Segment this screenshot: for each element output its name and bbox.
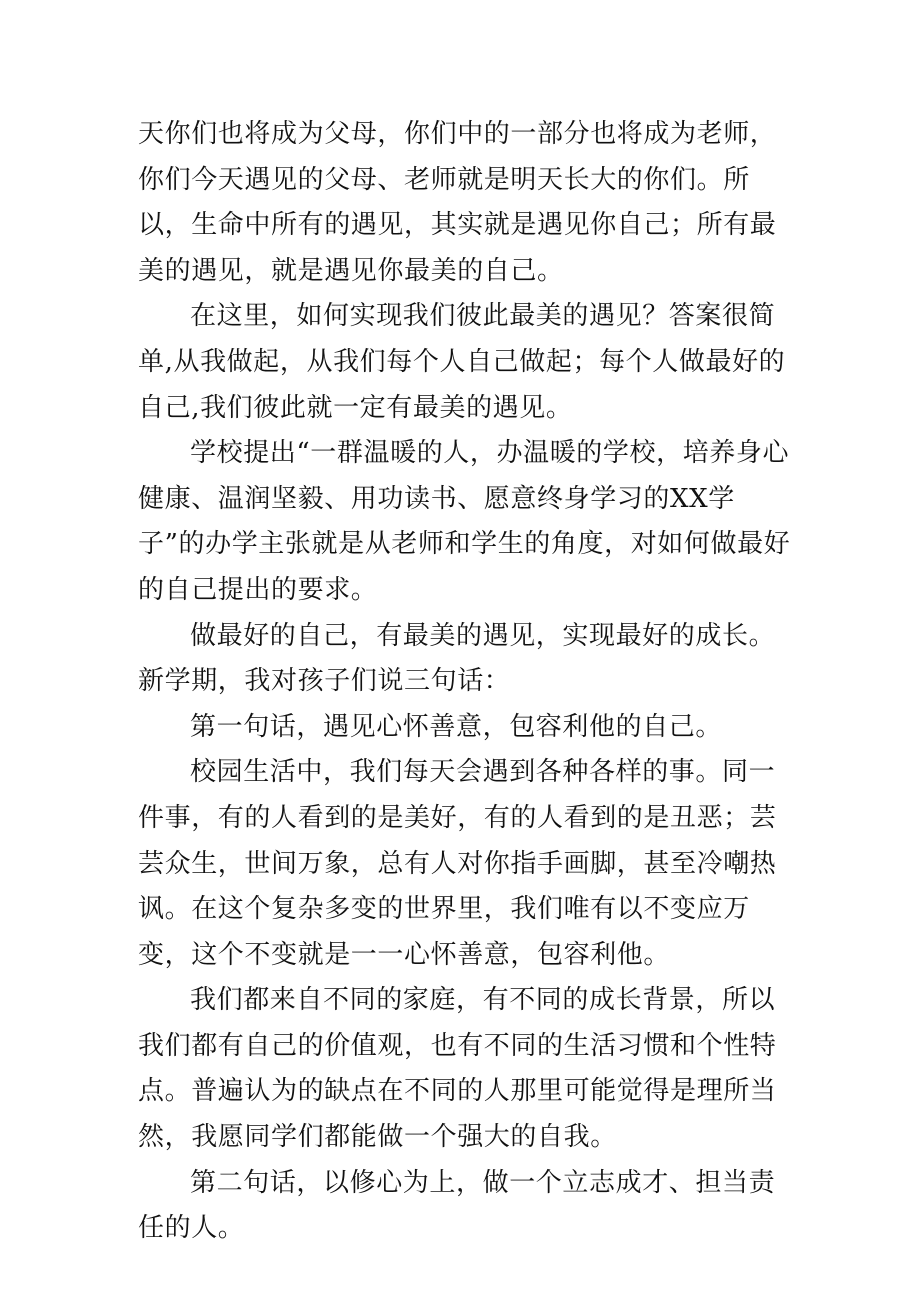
paragraph-6: 校园生活中，我们每天会遇到各种各样的事。同一件事，有的人看到的是美好，有的人看到的是丑恶；芸芸众生，世间万象，总有人对你指手画脚，甚至冷嘲热讽。在这个复杂多变的世界里，我们唯有以不变应万变，这个不变就是一一心怀善意，包容利他。 — [138, 757, 777, 970]
document-body — [138, 112, 798, 1252]
paragraph-5: 第一句话，遇见心怀善意，包容利他的自己。 — [190, 711, 723, 742]
paragraph-2: 在这里，如何实现我们彼此最美的遇见？答案很简单,从我做起，从我们每个人自己做起；每个人做最好的自己,我们彼此就一定有最美的遇见。 — [138, 301, 786, 423]
paragraph-1: 天你们也将成为父母，你们中的一部分也将成为老师，你们今天遇见的父母、老师就是明天长大的你们。所以，生命中所有的遇见，其实就是遇见你自己；所有最美的遇见，就是遇见你最美的自己。 — [138, 119, 777, 286]
paragraph-8: 第二句话，以修心为上，做一个立志成才、担当责任的人。 — [138, 1167, 776, 1244]
paragraph-7: 我们都来自不同的家庭，有不同的成长背景，所以我们都有自己的价值观，也有不同的生活习惯和个性特点。普遍认为的缺点在不同的人那里可能觉得是理所当然，我愿同学们都能做一个强大的自我。 — [138, 985, 777, 1153]
paragraph-4: 做最好的自己，有最美的遇见，实现最好的成长。新学期，我对孩子们说三句话： — [138, 620, 776, 697]
paragraph-3: 学校提出“一群温暖的人，办温暖的学校，培养身心健康、温润坚毅、用功读书、愿意终身学习的XX学子”的办学主张就是从老师和学生的角度，对如何做最好的自己提出的要求。 — [138, 438, 791, 605]
